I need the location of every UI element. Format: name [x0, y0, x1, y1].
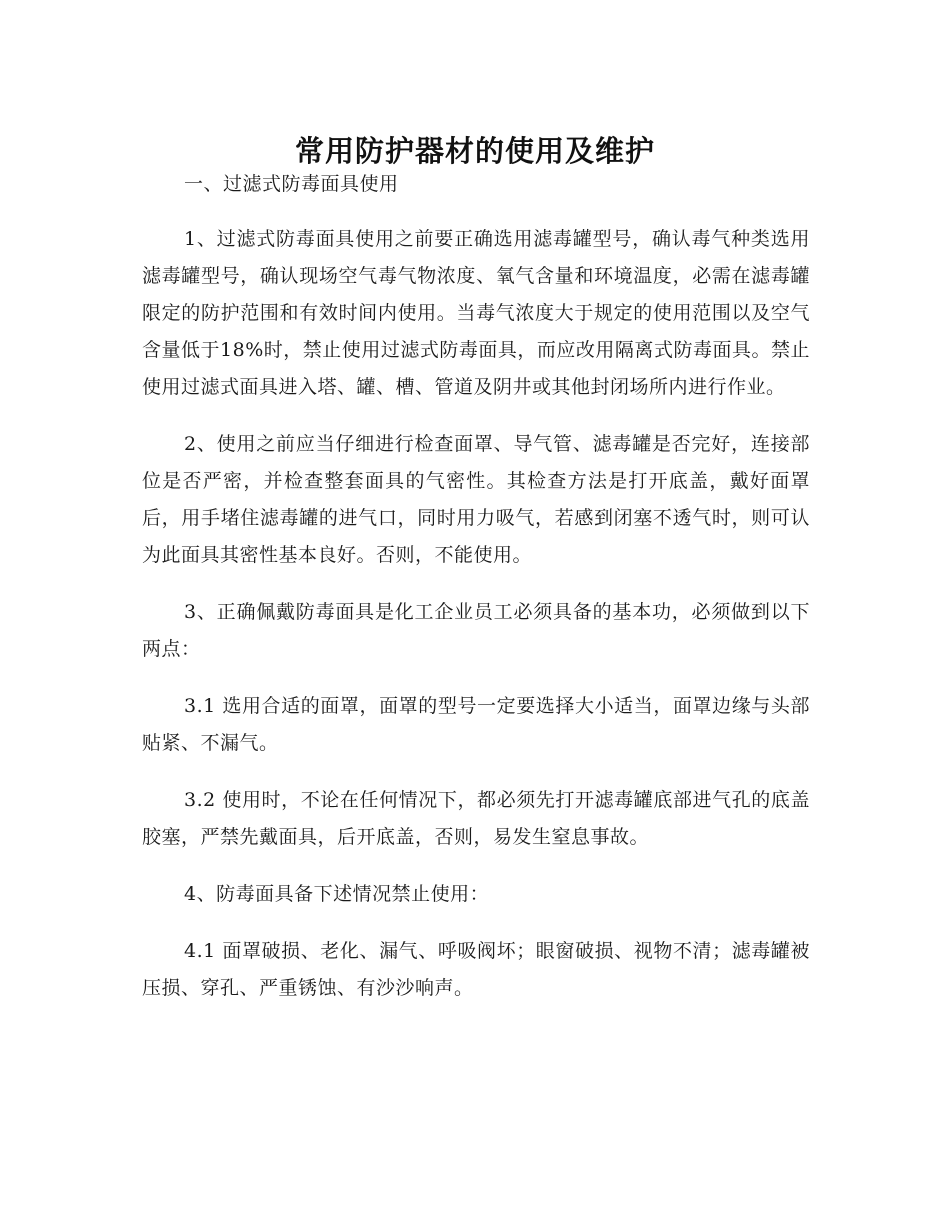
paragraph-3-1: 3.1 选用合适的面罩，面罩的型号一定要选择大小适当，面罩边缘与头部贴紧、不漏气。	[142, 695, 810, 754]
paragraph-3-2: 3.2 使用时，不论在任何情况下，都必须先打开滤毒罐底部进气孔的底盖胶塞，严禁先戴面具，后开底盖，否则，易发生窒息事故。	[142, 789, 810, 848]
paragraph-4: 4、防毒面具备下述情况禁止使用：	[184, 883, 490, 905]
document-body	[142, 166, 810, 1027]
section-heading: 一、过滤式防毒面具使用	[184, 173, 399, 195]
paragraph-4-1: 4.1 面罩破损、老化、漏气、呼吸阀坏；眼窗破损、视物不清；滤毒罐被压损、穿孔、严重锈蚀、有沙沙响声。	[142, 940, 810, 999]
paragraph-1: 1、过滤式防毒面具使用之前要正确选用滤毒罐型号，确认毒气种类选用滤毒罐型号，确认现场空气毒气物浓度、氧气含量和环境温度，必需在滤毒罐限定的防护范围和有效时间内使用。当毒气浓度大于规定的使用范围以及空气含量低于18%时，禁止使用过滤式防毒面具，而应改用隔离式防毒面具。禁止使用过滤式面具进入塔、罐、槽、管道及阴井或其他封闭场所内进行作业。	[142, 228, 810, 398]
document-title: 常用防护器材的使用及维护	[294, 134, 655, 169]
paragraph-3: 3、正确佩戴防毒面具是化工企业员工必须具备的基本功，必须做到以下两点：	[142, 601, 810, 660]
paragraph-2: 2、使用之前应当仔细进行检查面罩、导气管、滤毒罐是否完好，连接部位是否严密，并检查整套面具的气密性。其检查方法是打开底盖，戴好面罩后，用手堵住滤毒罐的进气口，同时用力吸气，若感到闭塞不透气时，则可认为此面具其密性基本良好。否则，不能使用。	[142, 433, 810, 566]
